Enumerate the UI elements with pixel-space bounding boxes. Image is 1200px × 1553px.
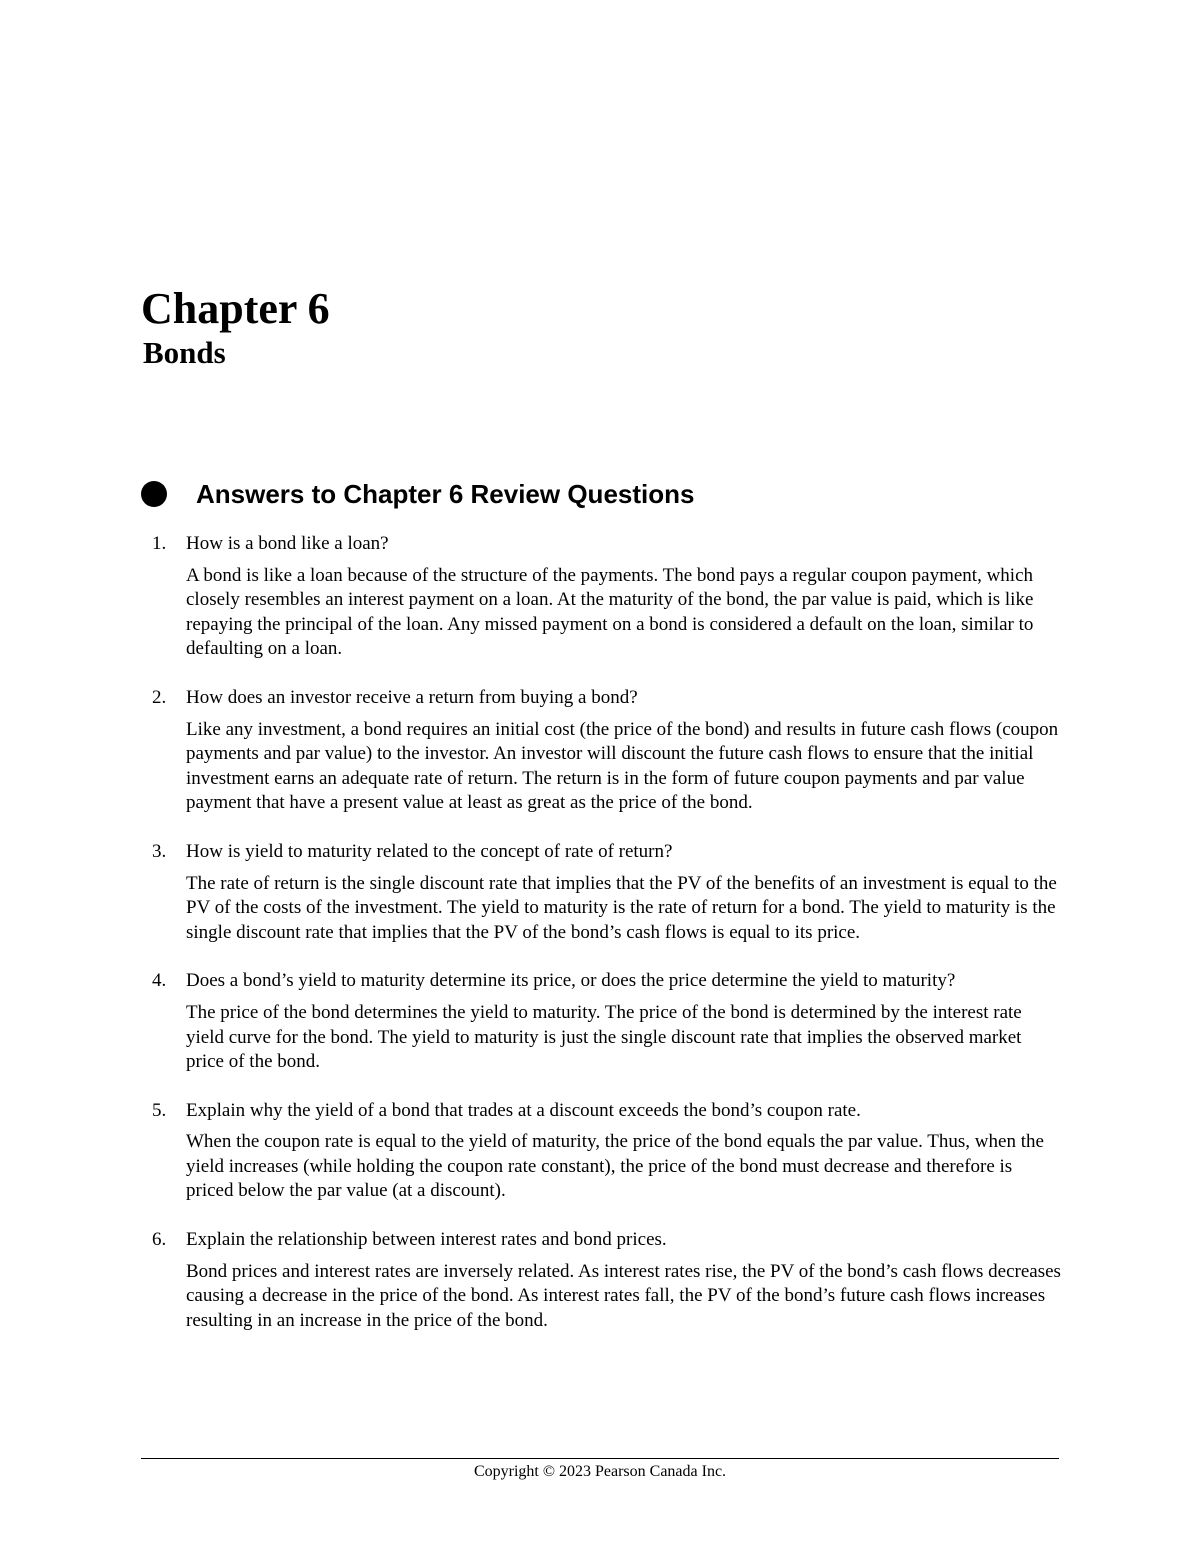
question-text: How does an investor receive a return from buying a bond? — [186, 686, 638, 708]
chapter-title: Chapter 6 — [141, 284, 330, 333]
question-text: Explain the relationship between interest rates and bond prices. — [186, 1229, 667, 1251]
question-item — [141, 532, 1061, 662]
question-number: 2. — [152, 686, 167, 708]
question-item — [141, 1099, 1061, 1204]
question-number: 3. — [152, 840, 167, 862]
question-item — [141, 969, 1061, 1074]
answer-text: A bond is like a loan because of the structure of the payments. The bond pays a regular coupon payment, which closely resembles an interest payment on a loan. At the maturity of the bond, the par value is paid, which is like repaying the principal of the loan. Any missed payment on a bond is considered a default on the loan, similar to defaulting on a loan. — [186, 564, 1034, 660]
question-text: How is a bond like a loan? — [186, 533, 389, 554]
section-heading — [141, 478, 694, 510]
chapter-subtitle: Bonds — [143, 335, 226, 370]
section-title: Answers to Chapter 6 Review Questions — [196, 479, 695, 509]
footer-copyright: Copyright © 2023 Pearson Canada Inc. — [473, 1463, 727, 1480]
question-number: 1. — [152, 533, 167, 554]
question-item — [141, 840, 1061, 945]
question-number: 6. — [152, 1229, 167, 1251]
footer-divider — [141, 1458, 1059, 1459]
answer-text: Bond prices and interest rates are inversely related. As interest rates rise, the PV of the bond’s cash flows decreases causing a decrease in the price of the bond. As interest rates fall, the PV of the bond’s future cash flows increases resulting in an increase in the price of the bond. — [186, 1260, 1061, 1331]
question-text: Does a bond’s yield to maturity determine its price, or does the price determine the yield to maturity? — [186, 970, 956, 992]
answer-text: When the coupon rate is equal to the yield of maturity, the price of the bond equals the par value. Thus, when the yield increases (while holding the coupon rate constant), the price of the bond must decrease and therefore is priced below the par value (at a discount). — [186, 1131, 1044, 1202]
question-item — [141, 1228, 1061, 1333]
answer-text: The price of the bond determines the yield to maturity. The price of the bond is determined by the interest rate yield curve for the bond. The yield to maturity is just the single discount rate that implies the observed market price of the bond. — [186, 1001, 1022, 1073]
answer-text: The rate of return is the single discount rate that implies that the PV of the benefits of an investment is equal to the PV of the costs of the investment. The yield to maturity is the rate of return for a bond. The yield to maturity is the single discount rate that implies that the PV of the bond’s cash flows is equal to its price. — [186, 872, 1057, 943]
question-item — [141, 686, 1061, 816]
question-text: How is yield to maturity related to the concept of rate of return? — [186, 840, 673, 862]
bullet-icon — [141, 481, 167, 507]
question-text: Explain why the yield of a bond that trades at a discount exceeds the bond’s coupon rate. — [186, 1099, 861, 1121]
question-number: 5. — [152, 1099, 167, 1121]
answer-text: Like any investment, a bond requires an initial cost (the price of the bond) and results in future cash flows (coupon payments and par value) to the investor. An investor will discount the future cash flows to ensure that the initial investment earns an adequate rate of return. The return is in the form of future coupon payments and par value payment that have a present value at least as great as the price of the bond. — [186, 718, 1059, 814]
question-number: 4. — [152, 970, 167, 992]
review-questions-list — [141, 532, 1061, 1357]
